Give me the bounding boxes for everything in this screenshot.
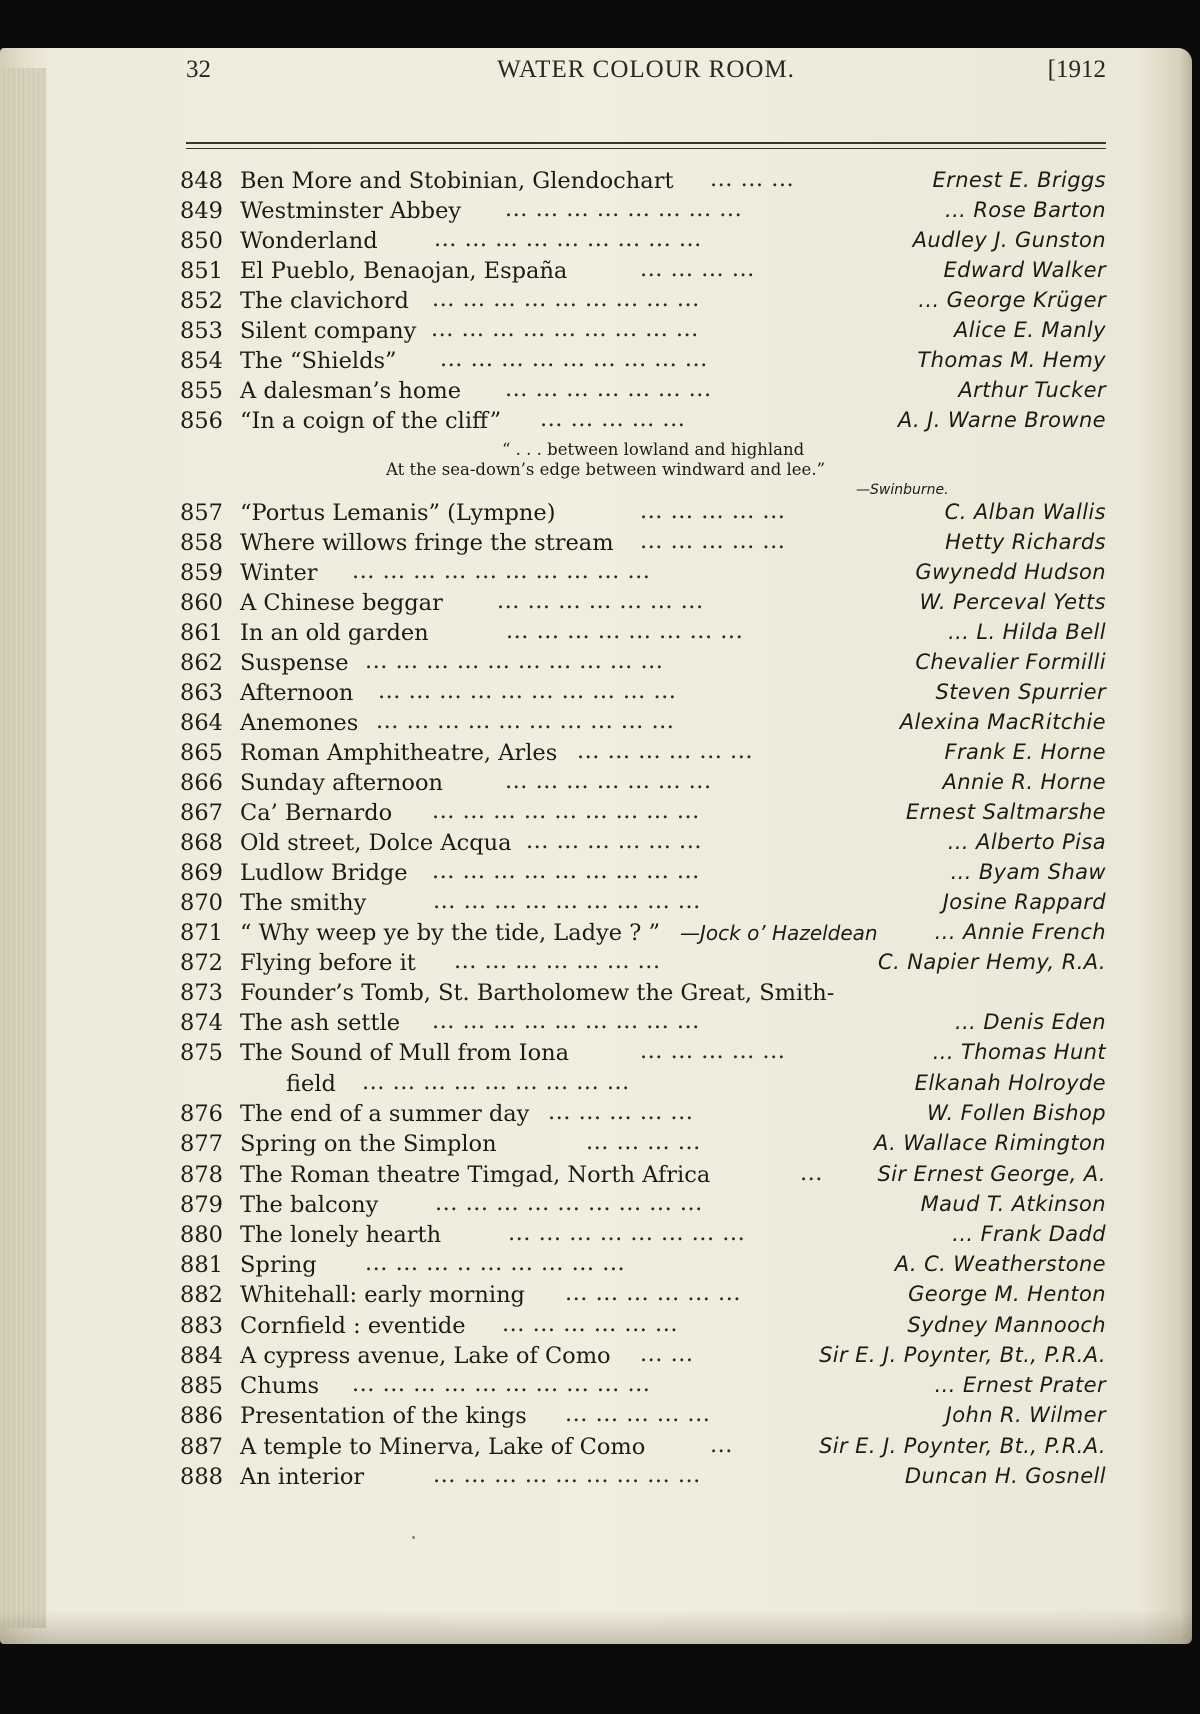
artist-name: ... Rose Barton bbox=[945, 198, 1106, 222]
dot-leader: ... bbox=[710, 1432, 733, 1458]
list-item bbox=[0, 318, 1200, 348]
artist-name: Alexina MacRitchie bbox=[899, 710, 1106, 734]
catalogue-number: 873 bbox=[180, 980, 223, 1006]
list-item bbox=[0, 590, 1200, 620]
artist-name: ... Alberto Pisa bbox=[947, 830, 1106, 854]
artist-name: Josine Rappard bbox=[942, 890, 1106, 914]
catalogue-number: 863 bbox=[180, 680, 223, 706]
artist-name: ... Byam Shaw bbox=[950, 860, 1106, 884]
artwork-title: The lonely hearth bbox=[240, 1222, 442, 1248]
catalogue-number: 871 bbox=[180, 920, 223, 946]
artwork-title: Suspense bbox=[240, 650, 349, 676]
list-item bbox=[0, 1373, 1200, 1403]
artwork-title: An interior bbox=[240, 1464, 365, 1490]
list-item bbox=[0, 800, 1200, 830]
artwork-title: Winter bbox=[240, 560, 318, 586]
artwork-title: Ben More and Stobinian, Glendochart bbox=[240, 168, 674, 194]
catalogue-number: 851 bbox=[180, 258, 223, 284]
list-item bbox=[0, 770, 1200, 800]
artist-name: ... Annie French bbox=[934, 920, 1106, 944]
artwork-title: Wonderland bbox=[240, 228, 378, 254]
artwork-title: Chums bbox=[240, 1373, 320, 1399]
catalogue-number: 852 bbox=[180, 288, 223, 314]
catalogue-number: 886 bbox=[180, 1403, 223, 1429]
catalogue-number: 866 bbox=[180, 770, 223, 796]
dot-leader: ... ... ... ... ... ... ... ... ... bbox=[432, 858, 700, 884]
dot-leader: ... ... ... ... ... ... ... ... ... bbox=[433, 1462, 701, 1488]
list-item bbox=[0, 710, 1200, 740]
artist-name: W. Follen Bishop bbox=[927, 1101, 1106, 1125]
catalogue-number: 848 bbox=[180, 168, 223, 194]
catalogue-number: 854 bbox=[180, 348, 223, 374]
artist-name: Steven Spurrier bbox=[935, 680, 1106, 704]
artwork-title: “Portus Lemanis” (Lympne) bbox=[240, 500, 556, 526]
artwork-title: In an old garden bbox=[240, 620, 429, 646]
list-item bbox=[0, 198, 1200, 228]
catalogue-number: 856 bbox=[180, 408, 223, 434]
list-item bbox=[0, 1010, 1200, 1040]
artwork-title: Spring bbox=[240, 1252, 317, 1278]
artist-name: John R. Wilmer bbox=[945, 1403, 1106, 1427]
artist-name: Edward Walker bbox=[943, 258, 1106, 282]
list-item bbox=[0, 860, 1200, 890]
artwork-title: Cornfield : eventide bbox=[240, 1313, 466, 1339]
dot-leader: ... ... ... ... ... ... ... ... bbox=[506, 618, 744, 644]
quotation-line-2: At the sea-down’s edge between windward and lee.” bbox=[386, 460, 825, 479]
artist-name: Annie R. Horne bbox=[942, 770, 1106, 794]
artist-name: Audley J. Gunston bbox=[912, 228, 1106, 252]
artwork-title: Roman Amphitheatre, Arles bbox=[240, 740, 558, 766]
artist-name: Chevalier Formilli bbox=[915, 650, 1106, 674]
catalogue-number: 865 bbox=[180, 740, 223, 766]
artist-name: Sir E. J. Poynter, Bt., P.R.A. bbox=[819, 1434, 1106, 1458]
list-item bbox=[0, 1313, 1200, 1343]
catalogue-number: 859 bbox=[180, 560, 223, 586]
catalogue-number: 879 bbox=[180, 1192, 223, 1218]
catalogue-number: 868 bbox=[180, 830, 223, 856]
list-item bbox=[0, 228, 1200, 258]
artist-name: A. Wallace Rimington bbox=[873, 1131, 1106, 1155]
catalogue-number: 878 bbox=[180, 1162, 223, 1188]
catalogue-number: 874 bbox=[180, 1010, 223, 1036]
paper-speck bbox=[412, 1536, 415, 1539]
artist-name: Frank E. Horne bbox=[944, 740, 1106, 764]
dot-leader: ... ... ... ... ... ... ... ... ... bbox=[434, 226, 702, 252]
dot-leader: ... ... ... ... bbox=[586, 1129, 701, 1155]
catalogue-number: 850 bbox=[180, 228, 223, 254]
dot-leader: ... ... ... ... ... ... bbox=[565, 1280, 741, 1306]
artwork-title: Founder’s Tomb, St. Bartholomew the Great, Smith- bbox=[240, 980, 835, 1006]
catalogue-number: 858 bbox=[180, 530, 223, 556]
dot-leader: ... ... ... ... ... bbox=[540, 406, 686, 432]
dot-leader: ... ... ... ... ... bbox=[548, 1099, 694, 1125]
list-item bbox=[0, 378, 1200, 408]
list-item bbox=[0, 168, 1200, 198]
dot-leader: ... ... ... ... ... ... ... ... ... bbox=[433, 888, 701, 914]
dot-leader: ... ... ... ... ... ... ... ... ... bbox=[435, 1190, 703, 1216]
catalogue-number: 888 bbox=[180, 1464, 223, 1490]
artist-name: Duncan H. Gosnell bbox=[904, 1464, 1106, 1488]
artist-name: Sir E. J. Poynter, Bt., P.R.A. bbox=[819, 1343, 1106, 1367]
list-item bbox=[0, 530, 1200, 560]
artist-name: C. Napier Hemy, R.A. bbox=[878, 950, 1106, 974]
dot-leader: ... ... ... ... ... ... bbox=[526, 828, 702, 854]
dot-leader: ... ... ... ... ... ... ... ... ... ... bbox=[352, 1371, 651, 1397]
artwork-title: The end of a summer day bbox=[240, 1101, 530, 1127]
artist-name: Hetty Richards bbox=[945, 530, 1106, 554]
artwork-title: Westminster Abbey bbox=[240, 198, 462, 224]
list-item bbox=[0, 1282, 1200, 1312]
artwork-title: A temple to Minerva, Lake of Como bbox=[240, 1434, 646, 1460]
artist-name: ... Thomas Hunt bbox=[932, 1040, 1106, 1064]
artwork-title: The “Shields” bbox=[240, 348, 397, 374]
dot-leader: ... ... ... ... ... ... ... bbox=[505, 376, 712, 402]
catalogue-number: 849 bbox=[180, 198, 223, 224]
dot-leader: ... ... ... ... ... ... ... ... ... bbox=[362, 1069, 630, 1095]
artist-name: W. Perceval Yetts bbox=[919, 590, 1106, 614]
artist-name: ... George Krüger bbox=[918, 288, 1106, 312]
artist-name: A. J. Warne Browne bbox=[897, 408, 1106, 432]
list-item bbox=[0, 408, 1200, 438]
list-item bbox=[0, 620, 1200, 650]
artwork-title: Spring on the Simplon bbox=[240, 1131, 497, 1157]
artist-name: Thomas M. Hemy bbox=[917, 348, 1106, 372]
list-item bbox=[0, 1343, 1200, 1373]
list-item bbox=[0, 1192, 1200, 1222]
list-item bbox=[0, 920, 1200, 950]
dot-leader: ... ... ... ... ... ... ... bbox=[497, 588, 704, 614]
title-attribution: —Jock o’ Hazeldean bbox=[680, 921, 878, 945]
artwork-title: Ludlow Bridge bbox=[240, 860, 408, 886]
catalogue-number: 881 bbox=[180, 1252, 223, 1278]
artwork-title: Whitehall: early morning bbox=[240, 1282, 525, 1308]
artist-name: George M. Henton bbox=[908, 1282, 1106, 1306]
dot-leader: ... ... ... ... ... bbox=[640, 528, 786, 554]
list-item bbox=[0, 890, 1200, 920]
dot-leader: ... ... ... ... ... ... bbox=[577, 738, 753, 764]
catalogue-number: 882 bbox=[180, 1282, 223, 1308]
catalogue-number: 861 bbox=[180, 620, 223, 646]
artwork-title: Where willows fringe the stream bbox=[240, 530, 614, 556]
catalogue-number: 884 bbox=[180, 1343, 223, 1369]
artwork-title: The clavichord bbox=[240, 288, 409, 314]
dot-leader: ... ... ... ... ... bbox=[565, 1401, 711, 1427]
artist-name: Maud T. Atkinson bbox=[920, 1192, 1106, 1216]
dot-leader: ... ... ... ... ... ... ... ... ... ... bbox=[378, 678, 677, 704]
list-item bbox=[0, 1040, 1200, 1070]
artwork-title-continuation: field bbox=[286, 1071, 336, 1097]
catalogue-number: 872 bbox=[180, 950, 223, 976]
dot-leader: ... ... ... ... ... ... ... ... ... ... bbox=[365, 648, 664, 674]
page-shadow bbox=[0, 1610, 1192, 1644]
page-number: 32 bbox=[186, 56, 211, 83]
catalogue-number: 877 bbox=[180, 1131, 223, 1157]
artwork-title: “ Why weep ye by the tide, Ladye ? ” bbox=[240, 920, 660, 946]
artist-name: Sir Ernest George, A. bbox=[877, 1162, 1106, 1186]
artwork-title: A dalesman’s home bbox=[240, 378, 462, 404]
list-item bbox=[0, 1464, 1200, 1494]
catalogue-number: 876 bbox=[180, 1101, 223, 1127]
dot-leader: ... ... ... ... ... ... ... ... bbox=[508, 1220, 746, 1246]
list-item bbox=[0, 288, 1200, 318]
catalogue-number: 857 bbox=[180, 500, 223, 526]
dot-leader: ... ... ... bbox=[710, 166, 795, 192]
artwork-title: The Roman theatre Timgad, North Africa bbox=[240, 1162, 711, 1188]
artwork-title: A cypress avenue, Lake of Como bbox=[240, 1343, 611, 1369]
list-item bbox=[0, 560, 1200, 590]
dot-leader: ... ... ... ... ... ... ... ... bbox=[505, 196, 743, 222]
artist-name: Elkanah Holroyde bbox=[914, 1071, 1106, 1095]
list-item bbox=[0, 1101, 1200, 1131]
list-item bbox=[0, 980, 1200, 1010]
artwork-title: Anemones bbox=[240, 710, 359, 736]
page-header bbox=[186, 56, 1106, 96]
dot-leader: ... ... ... ... ... ... ... ... ... bbox=[432, 798, 700, 824]
catalogue-number: 885 bbox=[180, 1373, 223, 1399]
artist-name: C. Alban Wallis bbox=[944, 500, 1106, 524]
dot-leader: ... ... ... ... ... ... ... ... ... bbox=[432, 286, 700, 312]
artwork-title: Silent company bbox=[240, 318, 417, 344]
list-item bbox=[0, 1131, 1200, 1161]
dot-leader: ... ... ... ... ... ... ... bbox=[454, 948, 661, 974]
page-year: [1912 bbox=[1047, 56, 1106, 83]
list-item bbox=[0, 1252, 1200, 1282]
dot-leader: ... ... ... ... ... ... ... ... ... ... bbox=[352, 558, 651, 584]
dot-leader: ... bbox=[800, 1160, 823, 1186]
catalogue-number: 880 bbox=[180, 1222, 223, 1248]
artist-name: ... L. Hilda Bell bbox=[948, 620, 1106, 644]
artist-name: Ernest E. Briggs bbox=[932, 168, 1106, 192]
artist-name: Alice E. Manly bbox=[954, 318, 1106, 342]
list-item bbox=[0, 348, 1200, 378]
list-item-continuation bbox=[0, 1071, 1200, 1101]
artwork-title: Sunday afternoon bbox=[240, 770, 444, 796]
catalogue-number: 864 bbox=[180, 710, 223, 736]
catalogue-number: 875 bbox=[180, 1040, 223, 1066]
list-item bbox=[0, 950, 1200, 980]
catalogue-number: 887 bbox=[180, 1434, 223, 1460]
artist-name: ... Frank Dadd bbox=[952, 1222, 1106, 1246]
artwork-title: Afternoon bbox=[240, 680, 354, 706]
dot-leader: ... ... ... ... ... ... ... bbox=[505, 768, 712, 794]
artwork-title: Flying before it bbox=[240, 950, 416, 976]
dot-leader: ... ... ... .. ... ... ... ... ... bbox=[365, 1250, 626, 1276]
dot-leader: ... ... ... ... ... ... ... ... ... bbox=[431, 316, 699, 342]
page-title: WATER COLOUR ROOM. bbox=[497, 56, 795, 83]
artwork-title: El Pueblo, Benaojan, España bbox=[240, 258, 568, 284]
dot-leader: ... ... bbox=[640, 1341, 694, 1367]
dot-leader: ... ... ... ... ... ... ... ... ... bbox=[432, 1008, 700, 1034]
list-item bbox=[0, 740, 1200, 770]
catalogue-number: 869 bbox=[180, 860, 223, 886]
catalogue-number: 862 bbox=[180, 650, 223, 676]
quotation-source: —Swinburne. bbox=[856, 482, 949, 498]
list-item bbox=[0, 500, 1200, 530]
artwork-title: Old street, Dolce Acqua bbox=[240, 830, 512, 856]
artist-name: Sydney Mannooch bbox=[907, 1313, 1106, 1337]
catalogue-number: 870 bbox=[180, 890, 223, 916]
artwork-title: Presentation of the kings bbox=[240, 1403, 527, 1429]
artist-name: Ernest Saltmarshe bbox=[905, 800, 1106, 824]
artwork-title: The ash settle bbox=[240, 1010, 401, 1036]
artwork-title: Ca’ Bernardo bbox=[240, 800, 393, 826]
artwork-title: The Sound of Mull from Iona bbox=[240, 1040, 570, 1066]
dot-leader: ... ... ... ... ... ... ... ... ... bbox=[440, 346, 708, 372]
list-item bbox=[0, 650, 1200, 680]
artist-name: ... Ernest Prater bbox=[934, 1373, 1106, 1397]
list-item bbox=[0, 258, 1200, 288]
dot-leader: ... ... ... ... bbox=[640, 256, 755, 282]
list-item bbox=[0, 1222, 1200, 1252]
artwork-title: A Chinese beggar bbox=[240, 590, 443, 616]
list-item bbox=[0, 680, 1200, 710]
dot-leader: ... ... ... ... ... bbox=[640, 1038, 786, 1064]
artwork-title: The balcony bbox=[240, 1192, 379, 1218]
header-rule bbox=[186, 142, 1106, 144]
quotation-line-1: “ . . . between lowland and highland bbox=[502, 440, 805, 459]
artist-name: A. C. Weatherstone bbox=[894, 1252, 1106, 1276]
catalogue-number: 860 bbox=[180, 590, 223, 616]
catalogue-number: 883 bbox=[180, 1313, 223, 1339]
dot-leader: ... ... ... ... ... bbox=[640, 498, 786, 524]
catalogue-number: 867 bbox=[180, 800, 223, 826]
artist-name: Arthur Tucker bbox=[958, 378, 1106, 402]
artist-name: ... Denis Eden bbox=[955, 1010, 1106, 1034]
dot-leader: ... ... ... ... ... ... bbox=[502, 1311, 678, 1337]
list-item bbox=[0, 1162, 1200, 1192]
artist-name: Gwynedd Hudson bbox=[915, 560, 1106, 584]
artwork-title: “In a coign of the cliff” bbox=[240, 408, 502, 434]
dot-leader: ... ... ... ... ... ... ... ... ... ... bbox=[376, 708, 675, 734]
artwork-title: The smithy bbox=[240, 890, 367, 916]
list-item bbox=[0, 1403, 1200, 1433]
catalogue-number: 853 bbox=[180, 318, 223, 344]
list-item bbox=[0, 830, 1200, 860]
list-item bbox=[0, 1434, 1200, 1464]
catalogue-number: 855 bbox=[180, 378, 223, 404]
header-rule-thin bbox=[186, 148, 1106, 149]
